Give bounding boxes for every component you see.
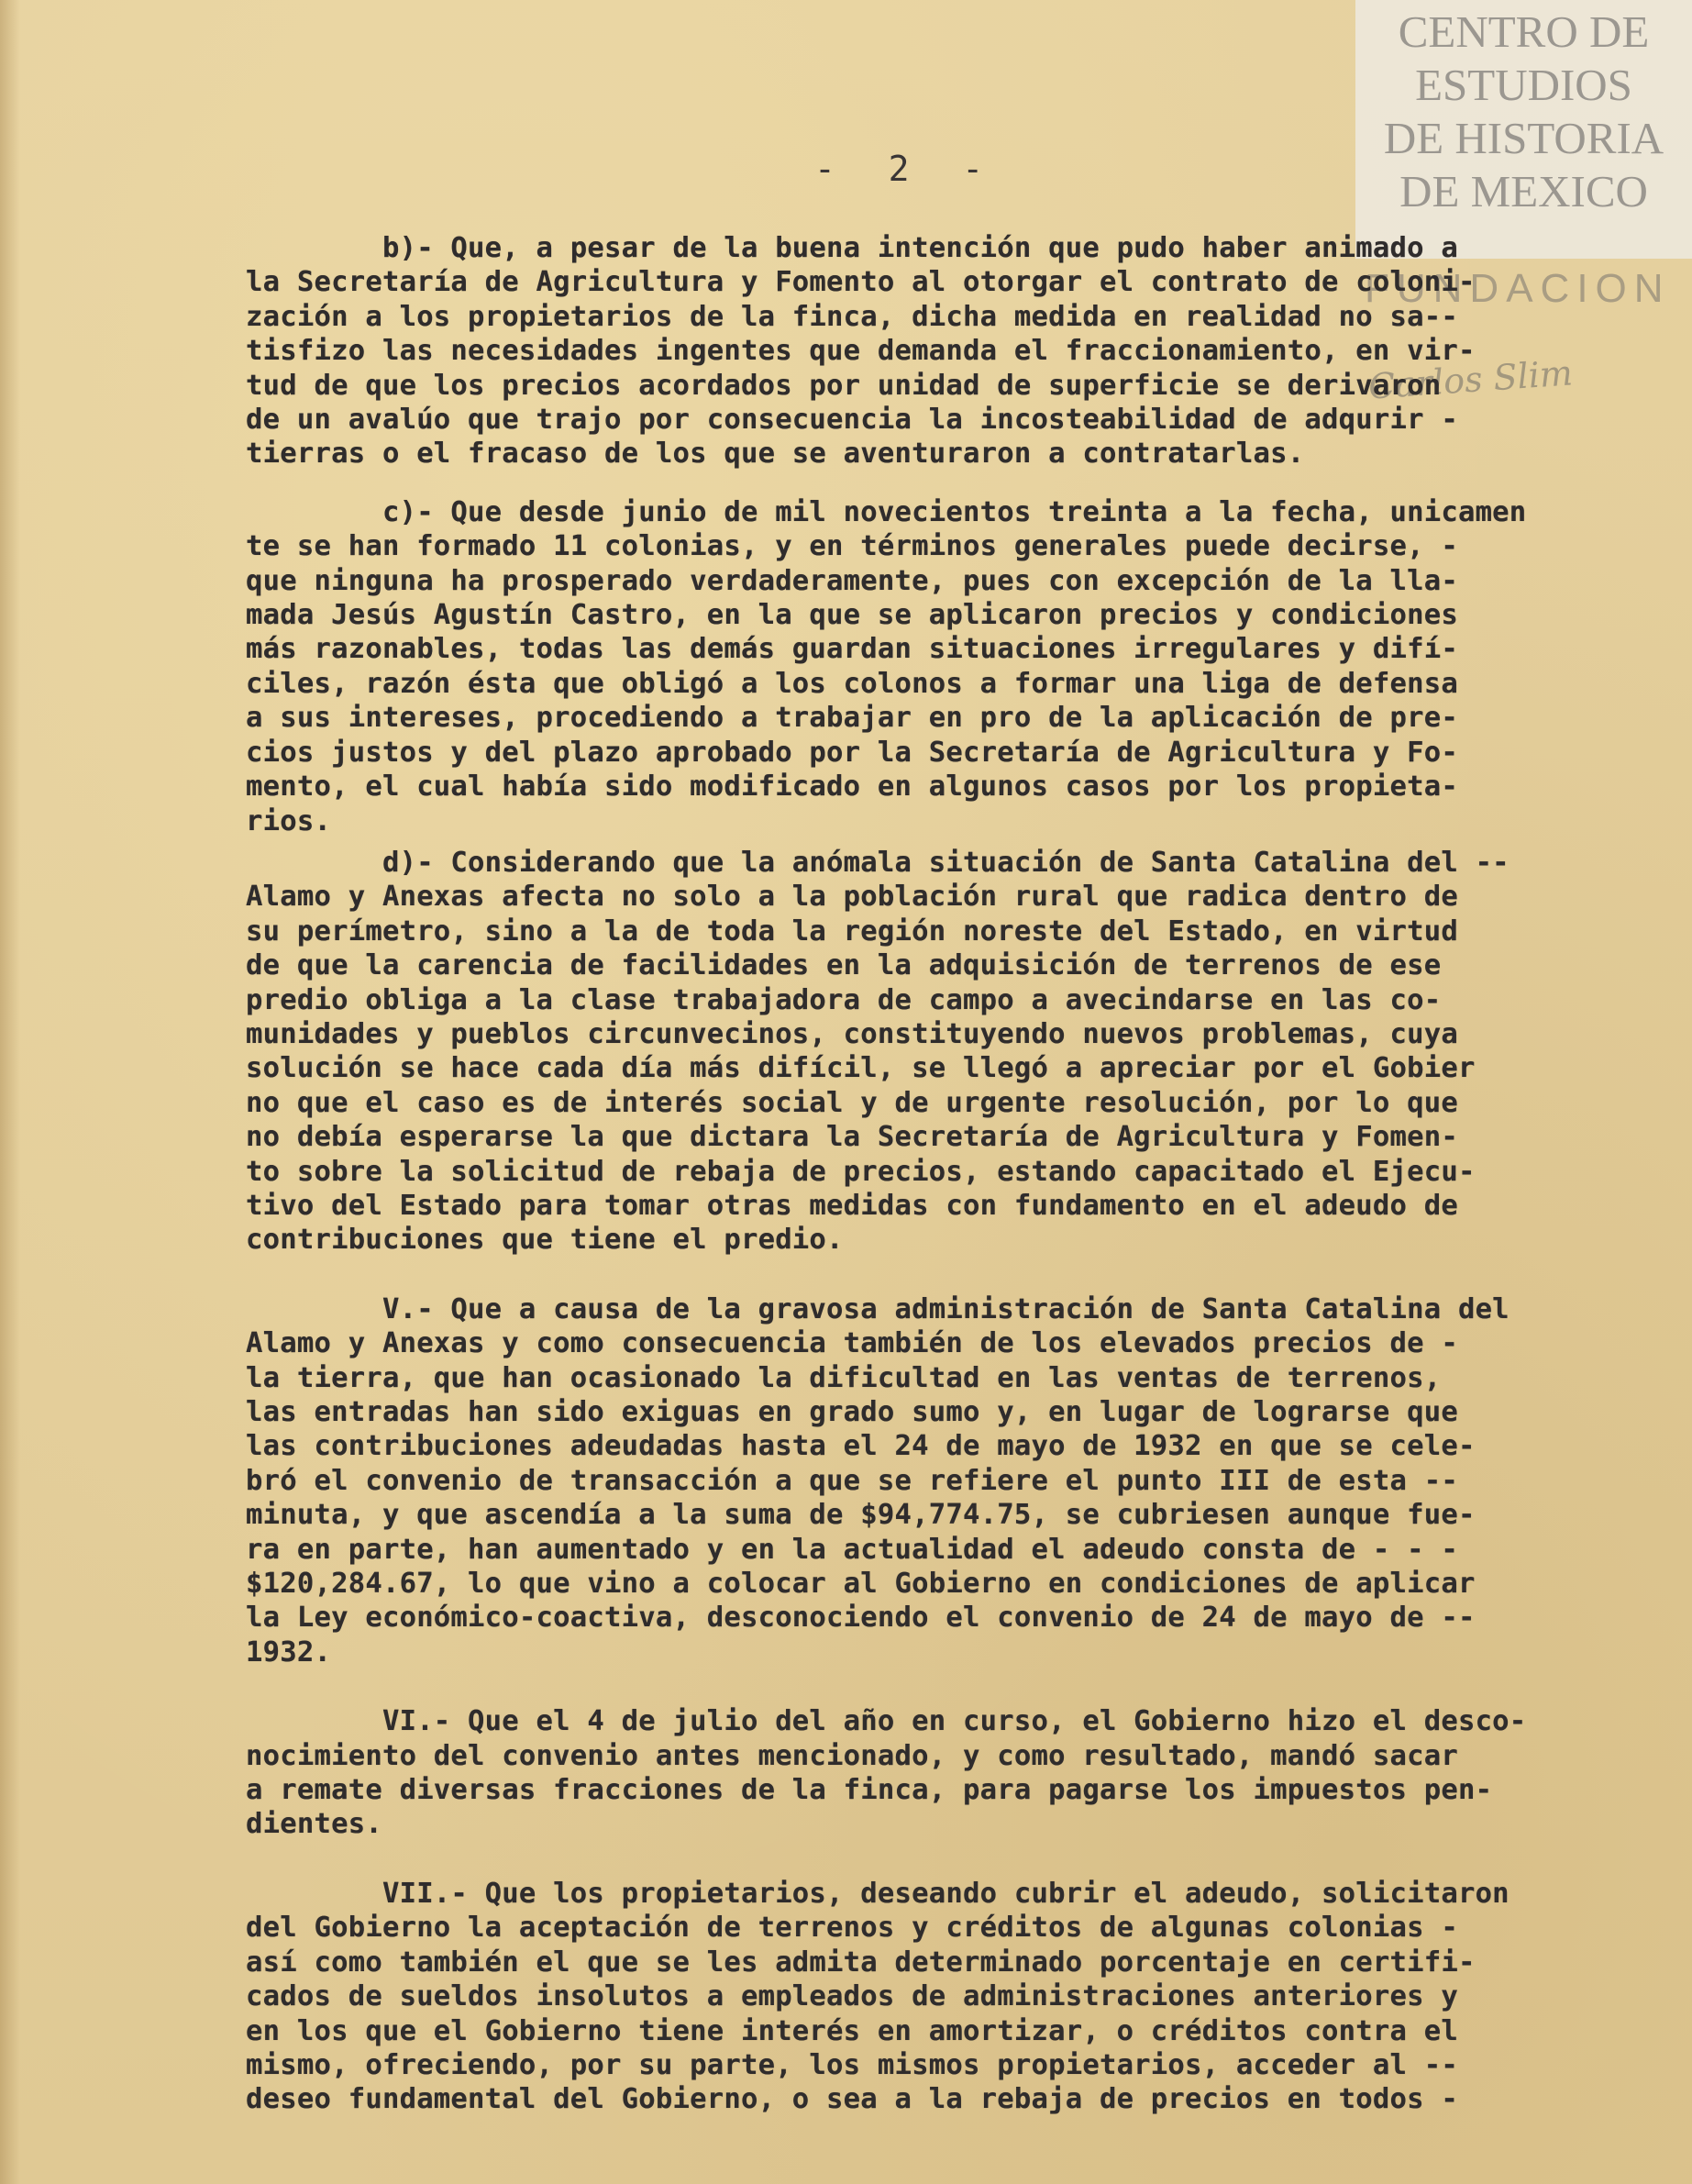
text-line: no debía esperarse la que dictara la Secretaría de Agricultura y Fomen- — [246, 1121, 1458, 1154]
text-line: tierras o el fracaso de los que se aventuraron a contratarlas. — [246, 438, 1305, 471]
text-line: ciles, razón ésta que obligó a los colonos a formar una liga de defensa — [246, 667, 1458, 700]
text-line: las entradas han sido exiguas en grado sumo y, en lugar de lograrse que — [246, 1396, 1458, 1428]
watermark-line: CENTRO DE — [1398, 6, 1650, 57]
watermark-line: DE MEXICO — [1399, 166, 1648, 216]
text-line: su perímetro, sino a la de toda la región noreste del Estado, en virtud — [246, 915, 1458, 948]
text-line: nocimiento del convenio antes mencionado, y como resultado, mandó sacar — [246, 1739, 1458, 1772]
text-line: así como también el que se les admita determinado porcentaje en certifi- — [246, 1946, 1476, 1979]
text-line: c)- Que desde junio de mil novecientos treinta a la fecha, unicamen — [246, 495, 1527, 528]
text-line: tivo del Estado para tomar otras medidas con fundamento en el adeudo de — [246, 1189, 1458, 1222]
paragraph-VII — [246, 1877, 1692, 2117]
text-line: minuta, y que ascendía a la suma de $94,774.75, se cubriesen aunque fue- — [246, 1499, 1476, 1532]
paragraph-V — [246, 1292, 1692, 1669]
text-line: Alamo y Anexas y como consecuencia también de los elevados precios de - — [246, 1327, 1458, 1360]
text-line: cios justos y del plazo aprobado por la Secretaría de Agricultura y Fo- — [246, 736, 1458, 769]
text-line: Alamo y Anexas afecta no solo a la población rural que radica dentro de — [246, 881, 1458, 914]
paragraph-c — [246, 495, 1692, 838]
text-line: 1932. — [246, 1635, 332, 1668]
text-line: $120,284.67, lo que vino a colocar al Gobierno en condiciones de aplicar — [246, 1568, 1476, 1601]
text-line: to sobre la solicitud de rebaja de precios, estando capacitado el Ejecu- — [246, 1155, 1476, 1188]
text-line: contribuciones que tiene el predio. — [246, 1224, 844, 1257]
text-line: a remate diversas fracciones de la finca, para pagarse los impuestos pen- — [246, 1774, 1493, 1807]
text-line: V.- Que a causa de la gravosa administración de Santa Catalina del — [246, 1292, 1510, 1325]
paper-edge-shadow — [0, 0, 20, 2184]
text-line: tud de que los precios acordados por unidad de superficie se derivaron — [246, 369, 1442, 402]
text-line: mada Jesús Agustín Castro, en la que se aplicaron precios y condiciones — [246, 599, 1458, 632]
text-line: ra en parte, han aumentado y en la actualidad el adeudo consta de - - - — [246, 1533, 1458, 1566]
watermark-line: ESTUDIOS — [1415, 60, 1632, 110]
paragraph-b — [246, 231, 1692, 471]
text-line: no que el caso es de interés social y de urgente resolución, por lo que — [246, 1086, 1458, 1119]
text-line: d)- Considerando que la anómala situación de Santa Catalina del -- — [246, 846, 1510, 879]
text-line: bró el convenio de transacción a que se refiere el punto III de esta -- — [246, 1464, 1458, 1497]
text-line: tisfizo las necesidades ingentes que demanda el fraccionamiento, en vir- — [246, 335, 1476, 368]
text-line: predio obliga a la clase trabajadora de campo a avecindarse en las co- — [246, 983, 1442, 1016]
text-line: zación a los propietarios de la finca, dicha medida en realidad no sa-- — [246, 300, 1458, 333]
text-line: VII.- Que los propietarios, deseando cubrir el adeudo, solicitaron — [246, 1877, 1510, 1910]
watermark-fundacion: FUNDACION — [1365, 266, 1671, 311]
text-line: las contribuciones adeudadas hasta el 24 de mayo de 1932 en que se cele- — [246, 1430, 1476, 1463]
text-line: b)- Que, a pesar de la buena intención que pudo haber animado a — [246, 232, 1458, 264]
text-line: solución se hace cada día más difícil, se llegó a apreciar por el Gobier — [246, 1052, 1476, 1085]
text-line: mismo, ofreciendo, por su parte, los mismos propietarios, acceder al -- — [246, 2048, 1458, 2081]
text-line: más razonables, todas las demás guardan situaciones irregulares y difí- — [246, 633, 1458, 666]
paragraph-VI — [246, 1704, 1692, 1842]
text-line: de que la carencia de facilidades en la adquisición de terrenos de ese — [246, 949, 1442, 982]
document-body — [246, 231, 1692, 2117]
signature-mark: Carlos Slim — [1366, 352, 1575, 407]
text-line: deseo fundamental del Gobierno, o sea a la rebaja de precios en todos - — [246, 2083, 1458, 2116]
text-line: la Secretaría de Agricultura y Fomento al otorgar el contrato de coloni- — [246, 266, 1476, 299]
watermark-line: DE HISTORIA — [1383, 113, 1664, 163]
text-line: a sus intereses, procediendo a trabajar en pro de la aplicación de pre- — [246, 702, 1458, 735]
text-line: mento, el cual había sido modificado en algunos casos por los propieta- — [246, 770, 1458, 804]
text-line: de un avalúo que trajo por consecuencia la incosteabilidad de adqurir - — [246, 404, 1458, 437]
text-line: en los que el Gobierno tiene interés en amortizar, o créditos contra el — [246, 2014, 1458, 2047]
text-line: del Gobierno la aceptación de terrenos y créditos de algunas colonias - — [246, 1912, 1458, 1945]
text-line: cados de sueldos insolutos a empleados de administraciones anteriores y — [246, 1980, 1458, 2013]
text-line: rios. — [246, 804, 332, 837]
text-line: dientes. — [246, 1808, 382, 1841]
paragraph-d — [246, 846, 1692, 1258]
text-line: munidades y pueblos circunvecinos, constituyendo nuevos problemas, cuya — [246, 1017, 1458, 1050]
text-line: la Ley económico-coactiva, desconociendo el convenio de 24 de mayo de -- — [246, 1602, 1476, 1635]
text-line: VI.- Que el 4 de julio del año en curso, el Gobierno hizo el desco- — [246, 1705, 1527, 1738]
text-line: que ninguna ha prosperado verdaderamente, pues con excepción de la lla- — [246, 564, 1458, 597]
text-line: te se han formado 11 colonias, y en términos generales puede decirse, - — [246, 530, 1458, 563]
page-number: - 2 - — [814, 149, 988, 189]
text-line: la tierra, que han ocasionado la dificultad en las ventas de terrenos, — [246, 1361, 1442, 1394]
archive-watermark — [1355, 0, 1692, 259]
